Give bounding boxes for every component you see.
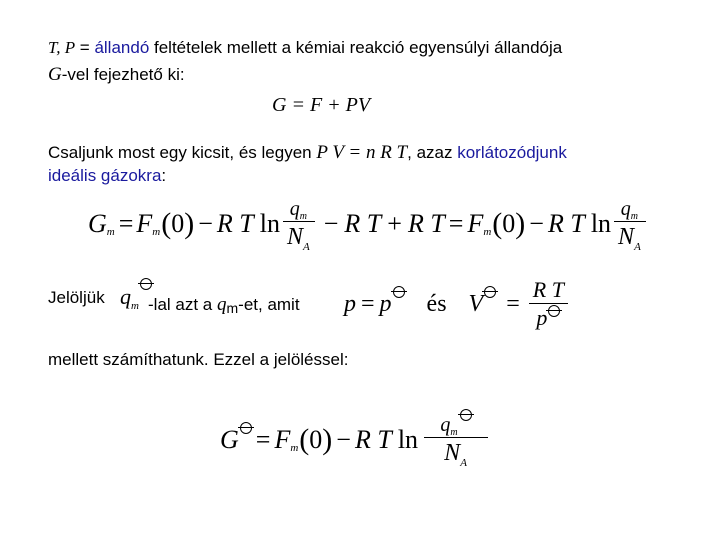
eq3-n: N bbox=[444, 440, 461, 466]
eq3-fraction bbox=[424, 414, 488, 469]
eq2-ln: ln bbox=[259, 209, 280, 238]
eq3-n-sub: A bbox=[460, 457, 467, 469]
standard-state-icon bbox=[460, 409, 472, 421]
eq2-ln-2: ln bbox=[590, 209, 612, 238]
line-2-rest: -vel fejezhető ki: bbox=[61, 65, 185, 84]
ideal-gas-eq: P V = n R T bbox=[316, 142, 408, 163]
eq2-fraction bbox=[283, 198, 315, 253]
cond-fraction bbox=[529, 279, 568, 329]
cond-pden: p bbox=[536, 305, 548, 330]
eq2-n-sub: A bbox=[303, 241, 310, 253]
line4-q: q bbox=[120, 284, 131, 309]
standard-state-icon bbox=[140, 278, 152, 290]
eq3-q-sub: m bbox=[450, 427, 458, 438]
eq2-zero: 0 bbox=[171, 209, 185, 238]
line4-q-sub: m bbox=[131, 300, 139, 312]
cond-equals: = bbox=[361, 290, 375, 317]
standard-state-icon bbox=[484, 286, 496, 298]
line4-q-2: q bbox=[216, 294, 227, 315]
eq2-rt-4: R T bbox=[547, 209, 585, 238]
equation-gm-long: G m = F m ( 0 ) − R T ln $\frac{q_m}{N_A}$ − R T + R T = F m ( 0 ) − R T ln $\frac{q_m}{N_A}$ bbox=[88, 192, 649, 256]
eq3-ln: ln bbox=[397, 425, 419, 454]
line-2 bbox=[48, 64, 185, 86]
eq2-equals: = bbox=[118, 209, 134, 238]
eq3-rt: R T bbox=[354, 425, 392, 454]
cond-equals-2: = bbox=[506, 290, 520, 317]
eq2-equals-2: = bbox=[448, 209, 464, 238]
eq3-g: G bbox=[220, 425, 239, 454]
eq2-minus: − bbox=[198, 209, 213, 238]
eq2-q-2: q bbox=[620, 198, 631, 220]
eq3-zero: 0 bbox=[309, 425, 323, 454]
line-3 bbox=[48, 142, 567, 164]
line-1-rest: feltételek mellett a kémiai reakció egyensúlyi állandója bbox=[149, 38, 563, 57]
condition-equations bbox=[344, 272, 571, 336]
eq2-q: q bbox=[289, 198, 300, 220]
standard-state-icon bbox=[393, 286, 405, 298]
eq3-f-sub: m bbox=[290, 442, 299, 454]
eq2-f-sub: m bbox=[152, 226, 161, 238]
cond-rt: R T bbox=[532, 277, 564, 302]
eq2-n-2: N bbox=[618, 224, 635, 250]
cond-es: és bbox=[426, 290, 447, 317]
vars-tp: T, P bbox=[48, 38, 76, 57]
eq3-q: q bbox=[440, 414, 451, 436]
eq2-f-2: F bbox=[467, 209, 484, 238]
standard-state-icon bbox=[548, 305, 560, 317]
eq2-g-sub: m bbox=[106, 226, 115, 238]
eq2-minus-3: − bbox=[529, 209, 544, 238]
var-g: G bbox=[48, 64, 62, 85]
cond-p0: p bbox=[379, 290, 392, 317]
equation-g-standard: G = F m ( 0 ) − R T ln $\frac{q_m}{N_A}$ bbox=[220, 408, 491, 472]
line4-q-sub-2: m bbox=[226, 300, 239, 316]
eq2-rt-2: R T bbox=[344, 209, 382, 238]
line-3-mid: , azaz bbox=[407, 143, 458, 162]
blue-word-allando: állandó bbox=[94, 38, 150, 57]
equation-g-f-pv: G = F + PV bbox=[272, 94, 371, 116]
eq2-q-sub-2: m bbox=[630, 211, 639, 222]
eq3-equals: = bbox=[255, 425, 271, 454]
eq2-fraction-2 bbox=[614, 198, 646, 253]
line-3b bbox=[48, 166, 166, 186]
eq2-rt-3: R T bbox=[407, 209, 445, 238]
eq2-zero-2: 0 bbox=[502, 209, 516, 238]
line-4-label: Jelöljük bbox=[48, 288, 105, 307]
eq3-minus: − bbox=[336, 425, 351, 454]
line4-mid: -lal azt a bbox=[148, 295, 217, 314]
line-3-text: Csaljunk most egy kicsit, és legyen bbox=[48, 143, 317, 162]
eq2-minus-2: − bbox=[323, 209, 339, 238]
blue-idealis-gazokra: ideális gázokra bbox=[48, 166, 162, 185]
line4-end: -et, amit bbox=[238, 295, 300, 314]
standard-state-icon bbox=[240, 422, 252, 434]
eq2-rt: R T bbox=[216, 209, 254, 238]
eq2-f-sub-2: m bbox=[483, 226, 492, 238]
eq2-g: G bbox=[88, 209, 107, 238]
blue-korlatozodjunk: korlátozódjunk bbox=[457, 143, 567, 162]
cond-p: p bbox=[344, 290, 356, 317]
cond-v: V bbox=[468, 290, 484, 317]
line-1 bbox=[48, 38, 562, 58]
eq2-n: N bbox=[287, 224, 304, 250]
equals-text: = bbox=[75, 38, 95, 57]
line-3-end: : bbox=[161, 166, 167, 185]
eq3-f: F bbox=[274, 425, 291, 454]
line-4-rest bbox=[148, 294, 300, 316]
line-5: mellett számíthatunk. Ezzel a jelöléssel: bbox=[48, 350, 349, 369]
eq2-n-sub-2: A bbox=[634, 241, 641, 253]
eq2-f: F bbox=[136, 209, 153, 238]
eq2-q-sub: m bbox=[299, 211, 307, 222]
eq2-plus: + bbox=[387, 209, 402, 238]
